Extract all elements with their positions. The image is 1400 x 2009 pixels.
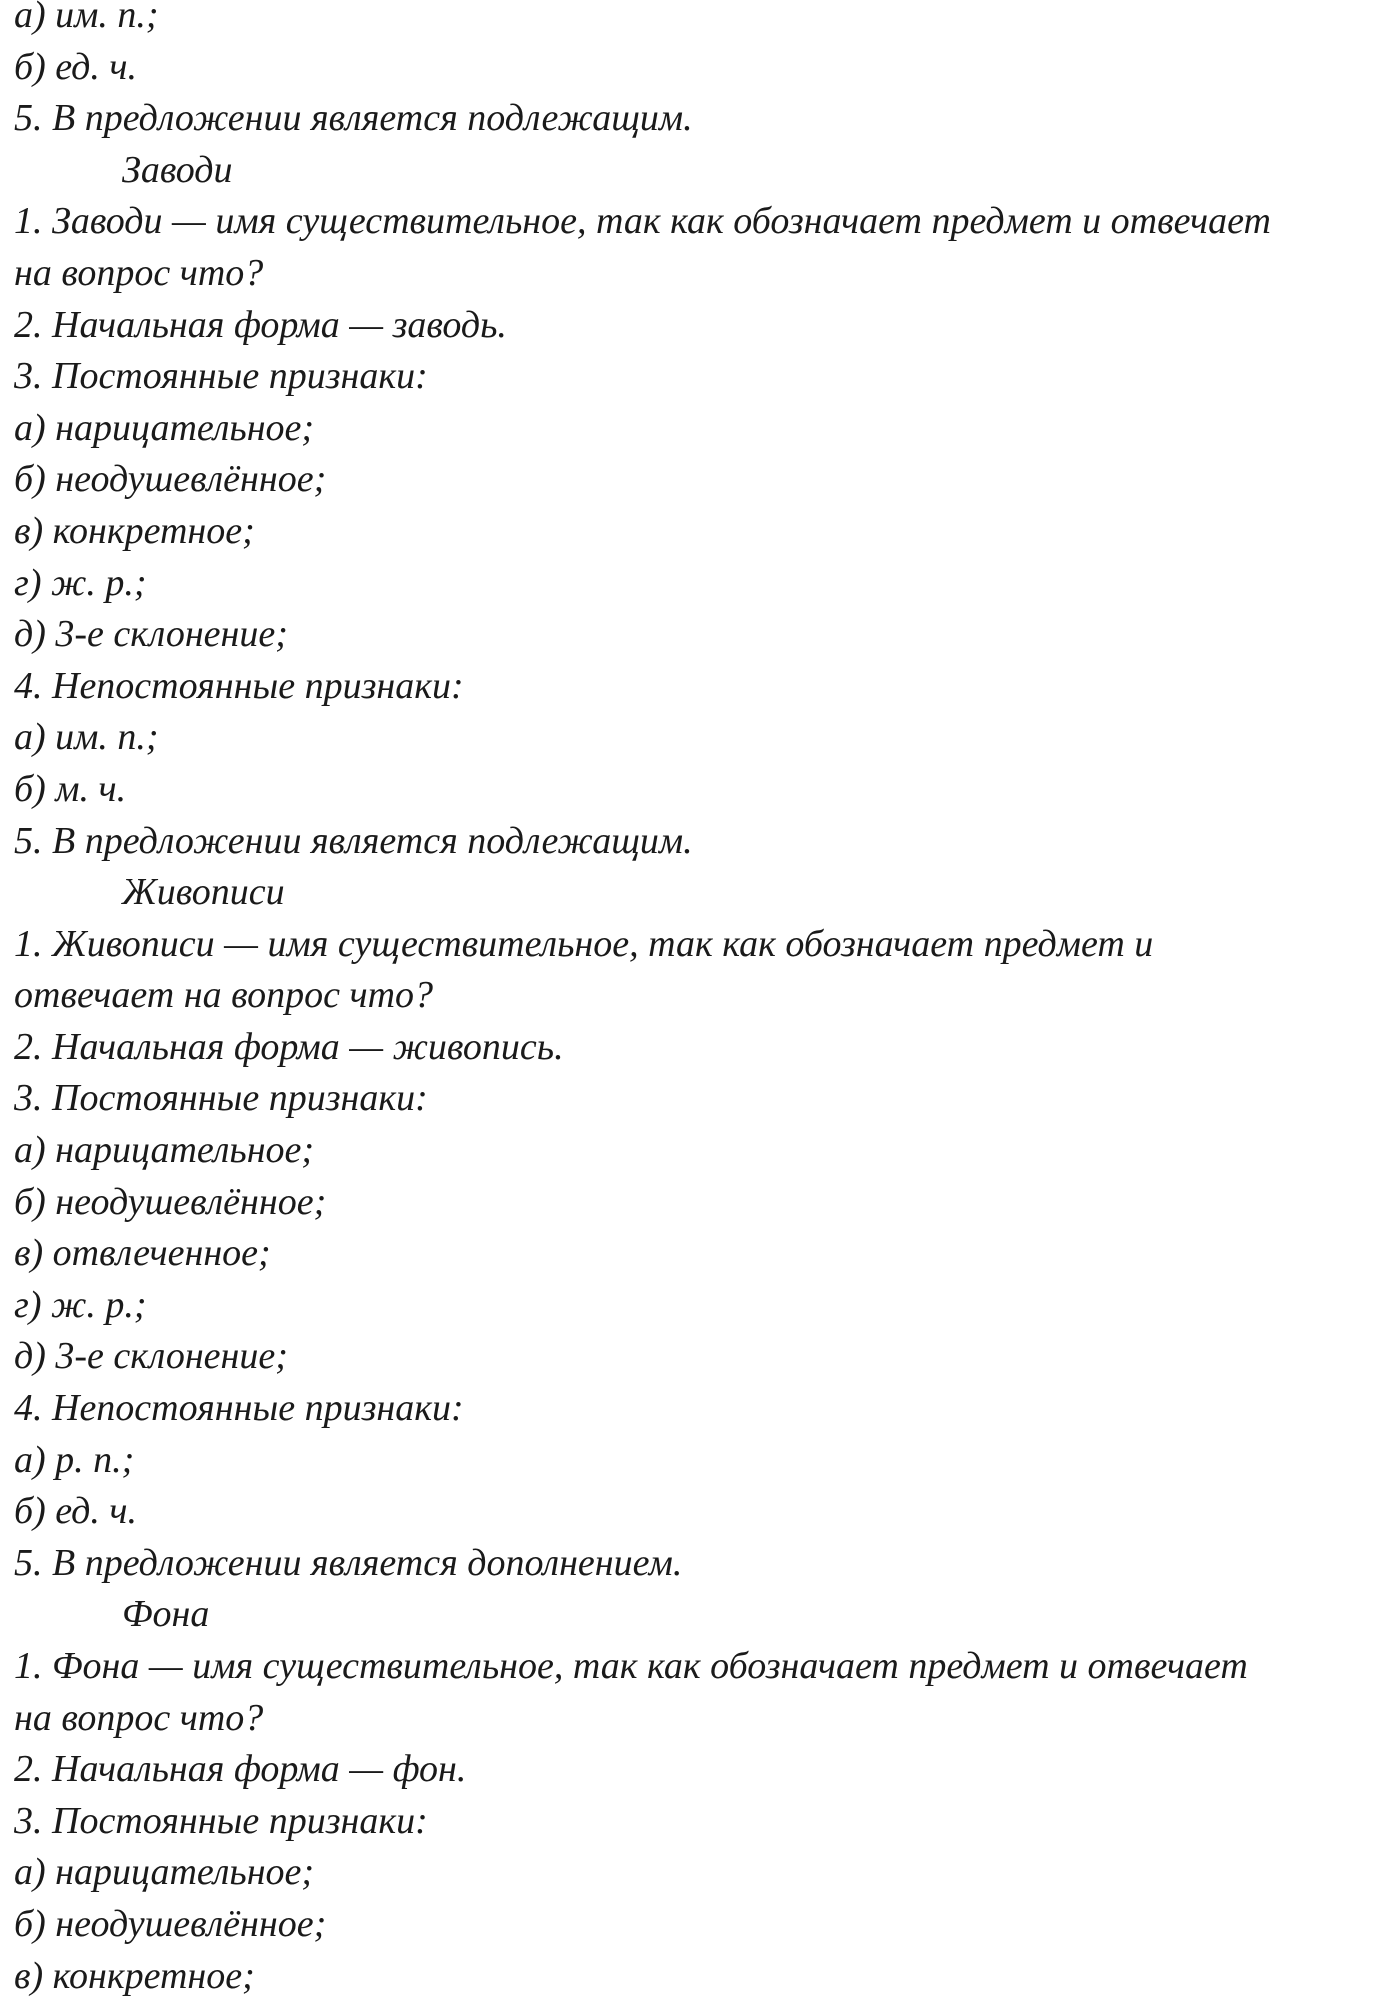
text-line: а) им. п.; (14, 0, 159, 36)
text-line: г) ж. р.; (14, 561, 147, 604)
text-line: а) р. п.; (14, 1438, 135, 1481)
text-line: б) ед. ч. (14, 45, 138, 88)
text-line: д) 3-е склонение; (14, 1335, 288, 1378)
text-line: на вопрос что? (14, 251, 264, 294)
text-line: 3. Постоянные признаки: (14, 355, 428, 398)
text-line: 5. В предложении является подлежащим. (14, 97, 693, 140)
document-text (14, 0, 1394, 2002)
text-line: 2. Начальная форма — заводь. (14, 303, 507, 346)
text-line: 5. В предложении является подлежащим. (14, 819, 693, 862)
section-heading: Заводи (122, 148, 233, 191)
section-heading: Фона (122, 1593, 210, 1636)
text-line: 5. В предложении является дополнением. (14, 1541, 683, 1584)
text-line: в) конкретное; (14, 509, 255, 552)
text-line: б) ед. ч. (14, 1490, 138, 1533)
text-line: 1. Заводи — имя существительное, так как обозначает предмет и отвечает (14, 200, 1271, 243)
text-line: а) нарицательное; (14, 1851, 315, 1894)
text-line: в) конкретное; (14, 1954, 255, 1997)
text-line: а) им. п.; (14, 716, 159, 759)
text-line: д) 3-е склонение; (14, 613, 288, 656)
text-line: а) нарицательное; (14, 406, 315, 449)
text-line: 1. Живописи — имя существительное, так как обозначает предмет и (14, 922, 1154, 965)
text-line: 3. Постоянные признаки: (14, 1799, 428, 1842)
text-line: 4. Непостоянные признаки: (14, 1387, 464, 1430)
text-line: отвечает на вопрос что? (14, 974, 434, 1017)
text-line: г) ж. р.; (14, 1283, 147, 1326)
text-line: 1. Фона — имя существительное, так как обозначает предмет и отвечает (14, 1645, 1248, 1687)
text-line: на вопрос что? (14, 1696, 264, 1739)
text-line: б) неодушевлённое; (14, 1902, 327, 1945)
text-line: в) отвлеченное; (14, 1232, 271, 1275)
text-line: 3. Постоянные признаки: (14, 1077, 428, 1120)
text-line: 2. Начальная форма — фон. (14, 1748, 467, 1791)
text-line: а) нарицательное; (14, 1129, 315, 1172)
section-heading: Живописи (122, 871, 285, 914)
text-line: 2. Начальная форма — живопись. (14, 1025, 564, 1068)
text-line: б) неодушевлённое; (14, 458, 327, 501)
text-line: б) м. ч. (14, 767, 127, 810)
text-line: б) неодушевлённое; (14, 1180, 327, 1223)
text-line: 4. Непостоянные признаки: (14, 664, 464, 707)
